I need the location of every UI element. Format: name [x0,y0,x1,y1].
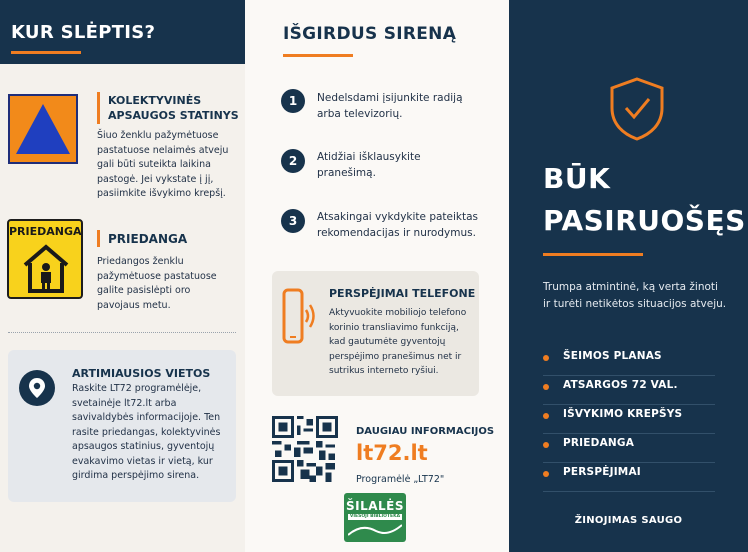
qr-code-icon[interactable] [272,416,338,482]
step-text-line: rekomendacijas ir nurodymus. [317,226,476,239]
left-panel-title: KUR SLĖPTIS? [11,22,156,43]
checklist-item-label: PERSPĖJIMAI [563,466,641,478]
checklist-item [543,406,715,434]
civil-description-line: pastogė. Jei vykstate į jį, [97,173,214,185]
nearest-description-line: svetainėje lt72.lt arba [72,397,177,409]
nearest-places-heading: ARTIMIAUSIOS VIETOS [72,367,211,380]
shelter-description-line: galite pasislėpti oro [97,285,191,296]
civil-description-line: Šiuo ženklu pažymėtuose [97,130,219,141]
phone-description-line: Aktyvuokite mobiliojo telefono [329,308,467,318]
shelter-description [97,255,217,313]
step-text [317,91,463,122]
step-text [317,210,478,241]
step-text-line: Atsakingai vykdykite pateiktas [317,211,479,223]
hero-description-line: Trumpa atmintinė, ką verta žinoti [543,281,718,293]
phone-broadcast-icon [282,288,318,344]
step-text [317,150,421,181]
checklist-item [543,348,715,376]
bullet-icon [543,355,549,361]
shelter-description-line: Priedangos ženklu [97,256,184,267]
library-logo-name: ŠILALĖS [345,499,405,513]
checklist-item-label: IŠVYKIMO KREPŠYS [563,408,683,420]
bullet-icon [543,413,549,419]
nearest-description-line: girdima perspėjimo sirena. [72,470,200,481]
nearest-places-description [72,382,220,484]
phone-description-line: perspėjimo pranešimus net ir [329,351,462,362]
civil-description-line: pastatuose nelaimės atveju [97,144,229,156]
shelter-heading-accent [97,230,100,247]
civil-heading-line: KOLEKTYVINĖS [108,94,202,107]
phone-description-line: kad gautumėte gyventojų [329,337,446,347]
step-number: 1 [281,89,305,113]
checklist-item [543,377,715,405]
civil-description [97,129,228,202]
left-title-underline [11,51,81,54]
middle-title-underline [283,54,353,57]
shelter-description-line: pažymėtuose pastatuose [97,270,217,282]
civil-description-line: gali būti suteikta laikina [97,159,211,170]
checklist-item-label: ŠEIMOS PLANAS [563,350,662,362]
library-logo-icon [344,493,406,542]
section-divider [8,332,236,333]
more-info-heading: DAUGIAU INFORMACIJOS [356,426,495,437]
phone-description-line: korinio transliavimo funkciją, [329,322,459,333]
hero-title [543,158,746,242]
step-text-line: Atidžiai išklausykite [317,151,421,163]
shelter-sign-text: PRIEDANGA [9,225,82,238]
bullet-icon [543,442,549,448]
motto: ŽINOJIMAS SAUGO [574,515,683,526]
nearest-description-line: Raskite LT72 programėlėje, [72,383,202,394]
civil-heading-line: APSAUGOS STATINYS [108,109,239,122]
hero-title-line: BŪK [543,162,611,195]
hero-description-line: ir turėti netikėtos situacijos atveju. [543,298,727,310]
shield-check-icon [609,76,665,142]
hero-title-line: PASIRUOŠĘS [543,204,746,237]
library-logo-subtitle: VIEŠOJI BIBLIOTEKA [349,514,401,519]
shelter-heading: PRIEDANGA [108,232,188,246]
nearest-description-line: rasite priedangas, kolektyvinės [72,426,221,438]
step-text-line: pranešimą. [317,166,376,179]
bullet-icon [543,471,549,477]
step-number: 3 [281,209,305,233]
middle-panel-title: IŠGIRDUS SIRENĄ [283,24,457,44]
checklist-item [543,464,715,492]
hero-description [543,279,733,313]
step-text-line: Nedelsdami įsijunkite radiją [317,92,463,104]
phone-alerts-description [329,306,466,379]
shelter-sign-icon [7,219,83,299]
step-number: 2 [281,149,305,173]
civil-heading-accent [97,92,100,124]
checklist-item-label: ATSARGOS 72 VAL. [563,379,678,391]
checklist-item-label: PRIEDANGA [563,437,635,449]
more-info-app: Programėlė „LT72" [356,474,445,485]
phone-alerts-heading: PERSPĖJIMAI TELEFONE [329,287,476,300]
nearest-description-line: savivaldybės informacijoje. Ten [72,412,221,423]
phone-description-line: sutrikus interneto ryšiui. [329,366,439,376]
civil-heading [108,93,239,123]
hero-underline [543,253,643,256]
step-text-line: arba televizorių. [317,107,403,120]
civil-protection-sign-icon [8,94,78,164]
nearest-description-line: apsaugos statinius, gyventojų [72,441,215,452]
civil-description-line: pasiimkite išvykimo krepšį. [97,188,226,199]
more-info-link[interactable]: lt72.lt [356,441,428,465]
checklist-item [543,435,715,463]
shelter-description-line: pavojaus metu. [97,299,171,311]
location-pin-icon [19,370,55,406]
bullet-icon [543,384,549,390]
nearest-description-line: evakavimo vietas ir vietą, kur [72,455,213,467]
